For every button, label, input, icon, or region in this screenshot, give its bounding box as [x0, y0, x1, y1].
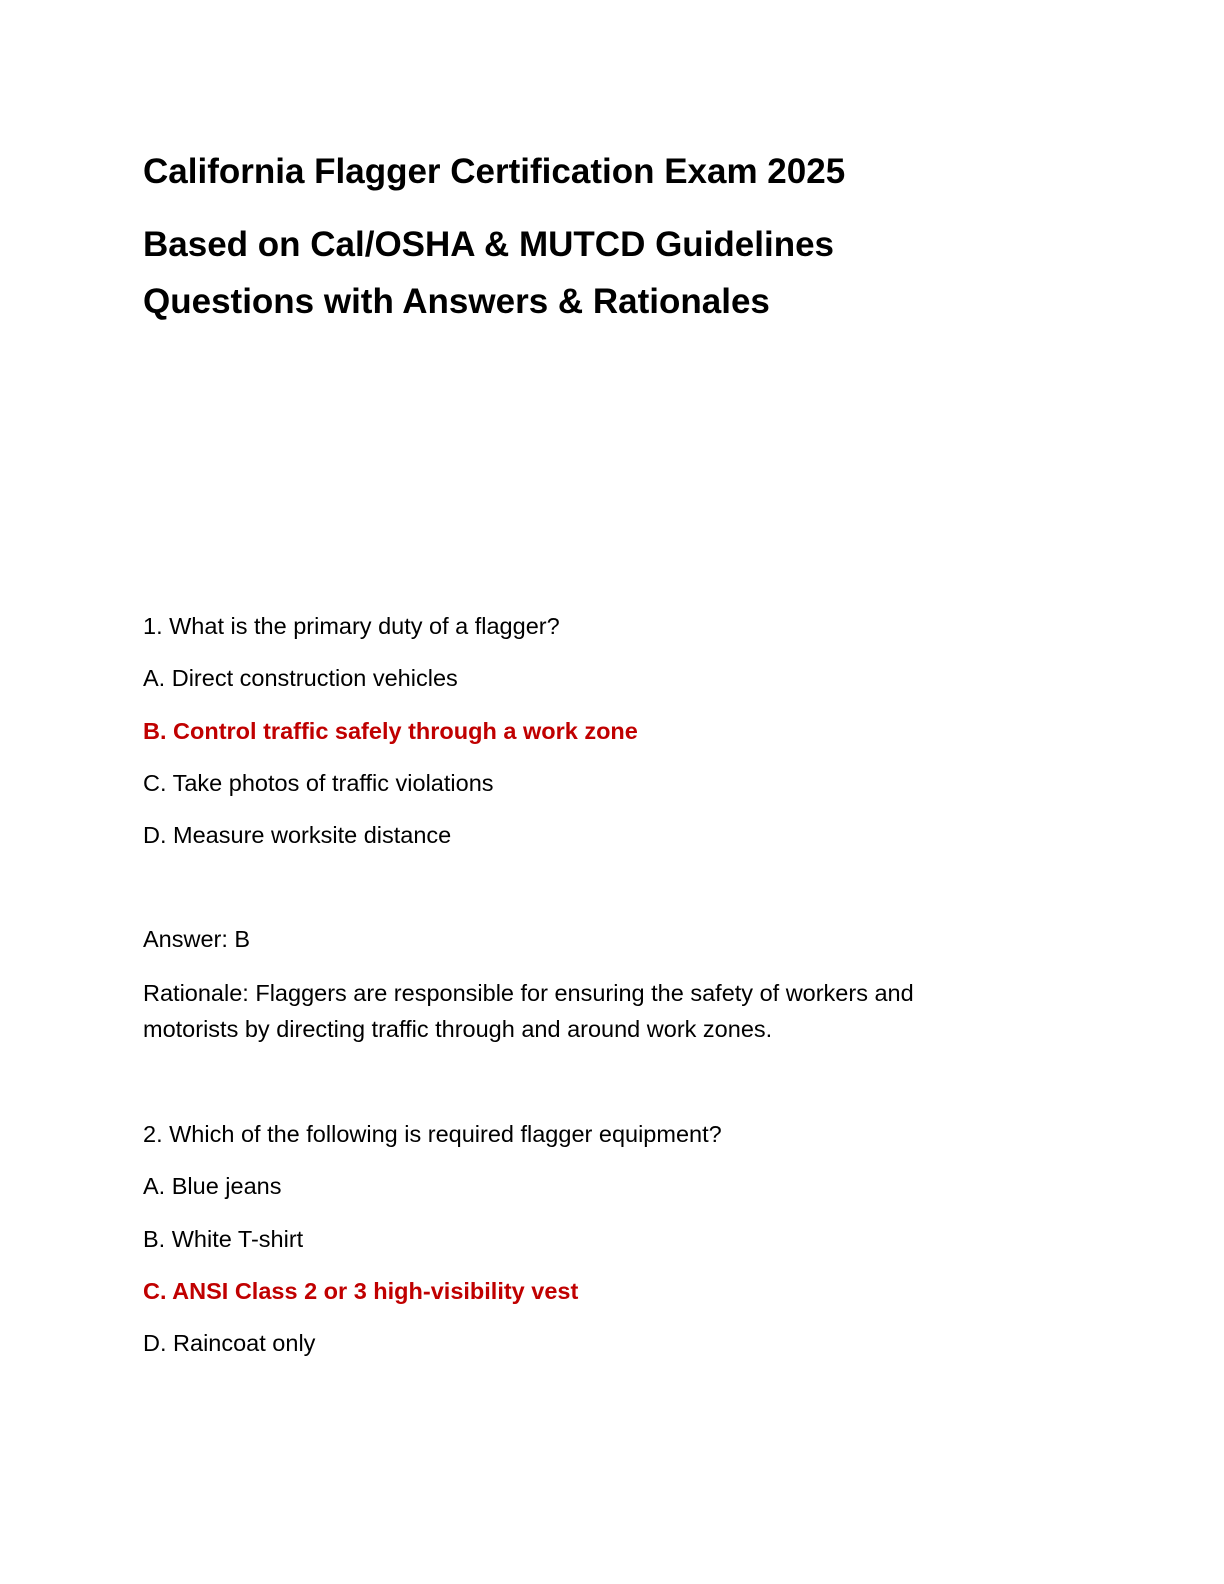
question-2-option-b: B. White T-shirt [143, 1226, 304, 1252]
document-subtitle-line-1: Based on Cal/OSHA & MUTCD Guidelines [143, 225, 835, 264]
question-2-text: 2. Which of the following is required flagger equipment? [143, 1121, 722, 1147]
question-1-text: 1. What is the primary duty of a flagger? [143, 613, 560, 639]
question-1-option-d: D. Measure worksite distance [143, 822, 452, 848]
question-1-rationale-line-2: motorists by directing traffic through and around work zones. [143, 1016, 773, 1042]
question-2-option-d: D. Raincoat only [143, 1330, 316, 1356]
document-title: California Flagger Certification Exam 2025 [143, 152, 846, 191]
question-1-option-b-correct: B. Control traffic safely through a work zone [143, 718, 638, 744]
question-1-option-a: A. Direct construction vehicles [143, 665, 458, 691]
document-subtitle-line-2: Questions with Answers & Rationales [143, 282, 770, 321]
question-1-option-c: C. Take photos of traffic violations [143, 770, 494, 796]
question-2-option-c-correct: C. ANSI Class 2 or 3 high-visibility vest [143, 1278, 579, 1304]
question-1-rationale-line-1: Rationale: Flaggers are responsible for ensuring the safety of workers and [143, 980, 914, 1006]
question-2-option-a: A. Blue jeans [143, 1173, 282, 1199]
question-1-answer: Answer: B [143, 926, 251, 952]
